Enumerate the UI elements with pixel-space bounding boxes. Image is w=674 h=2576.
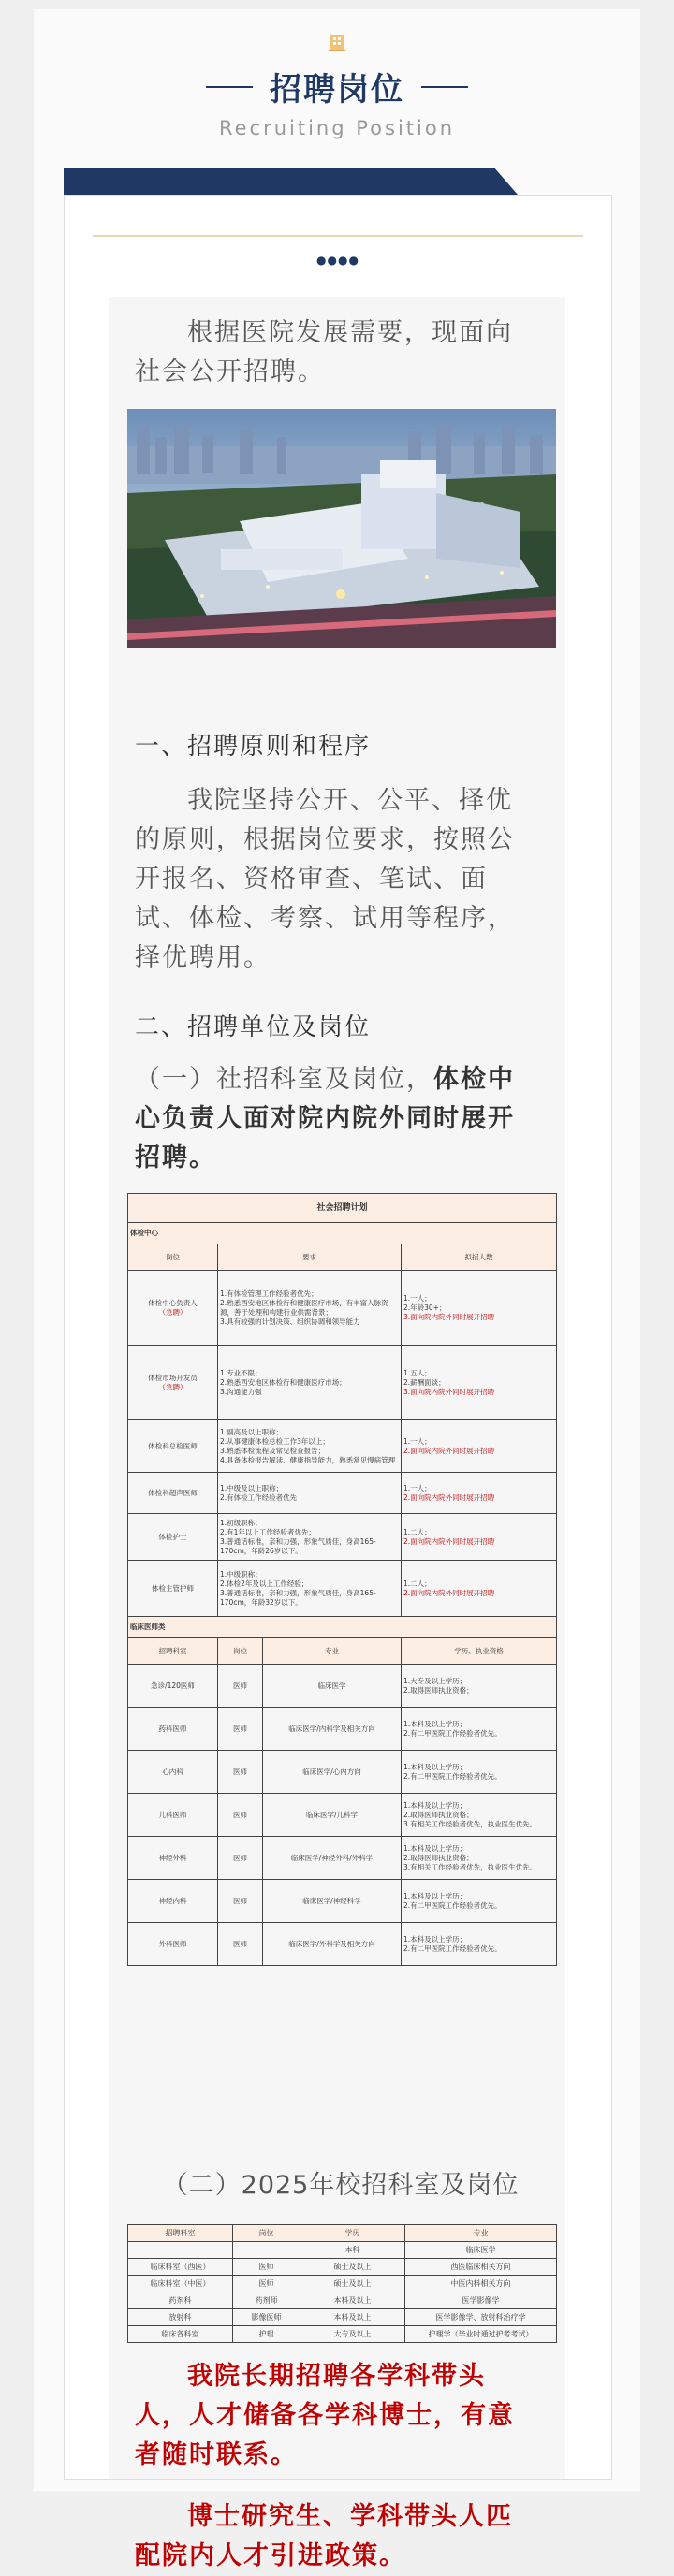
table-row [128, 2259, 557, 2276]
req-line: 1.副高及以上职称； [220, 1427, 284, 1436]
col-header: 招聘科室 [128, 1638, 218, 1665]
table-cell: 临床科室（西医） [128, 2259, 233, 2276]
dots-decoration: ●●●● [316, 254, 359, 267]
table-cell: 医师 [218, 1665, 263, 1708]
req-line: 3.沟通能力强 [220, 1387, 262, 1396]
req-line: 2.体检2年及以上工作经验； [220, 1579, 309, 1588]
table-cell: 本科及以上 [300, 2309, 405, 2326]
table-row [128, 1751, 557, 1794]
table-row [128, 2242, 557, 2259]
table-row [128, 1420, 557, 1473]
campus-recruitment-table [127, 2224, 556, 2343]
count-line: 1.一人； [403, 1483, 432, 1492]
table-cell: 医师 [218, 1923, 263, 1966]
req-line: 3.普通话标准，亲和力强，形象气质佳，身高165-170cm，年龄26岁以下。 [220, 1536, 376, 1555]
count-note: 2.面向院内院外同时展开招聘 [403, 1492, 495, 1502]
col-header: 岗位 [233, 2225, 300, 2242]
section1-heading: 一、招聘原则和程序 [135, 733, 372, 761]
table-cell: 中医内科相关方向 [405, 2276, 557, 2292]
title-line-left [206, 86, 253, 88]
urgent-tag: （急聘） [158, 1307, 187, 1317]
article-body [109, 297, 565, 2570]
table-cell: 1.本科及以上学历； 2.取得医师执业资格； 3.有相关工作经验者优先，执业医生优先。 [402, 1794, 557, 1837]
col-header: 学历、执业资格 [402, 1638, 557, 1665]
header [34, 9, 640, 139]
req-line: 2.熟悉西安地区体检行和健康医疗市场； [220, 1377, 346, 1387]
count-note: 2.面向院内院外同时展开招聘 [403, 1446, 495, 1455]
table-cell: 心内科 [128, 1751, 218, 1794]
table-cell: 医师 [218, 1794, 263, 1837]
post-name: 体检主管护师 [128, 1561, 218, 1617]
table-cell: 影像医师 [233, 2309, 300, 2326]
closing-paragraph-1: 我院长期招聘各学科带头人，人才储备各学科博士，有意者随时联系。 [135, 2362, 515, 2469]
col-header: 专业 [405, 2225, 557, 2242]
table-cell: 西医临床相关方向 [405, 2259, 557, 2276]
table-cell: 医师 [233, 2259, 300, 2276]
count-note: 2.面向院内院外同时展开招聘 [403, 1588, 495, 1597]
intro-paragraph: 根据医院发展需要，现面向社会公开招聘。 [135, 318, 513, 386]
page-subtitle: Recruiting Position [218, 117, 456, 139]
table-cell [128, 2242, 233, 2259]
col-header: 拟招人数 [402, 1244, 557, 1271]
req-line: 2.有1年以上工作经验者优先； [220, 1527, 315, 1536]
table-row [128, 1794, 557, 1837]
table-row [128, 1923, 557, 1966]
table-cell: 急诊/120医师 [128, 1665, 218, 1708]
table-cell: 1.本科及以上学历； 2.取得医师执业资格； 3.有相关工作经验者优先，执业医生优先。 [402, 1837, 557, 1880]
section2-sub1 [135, 1060, 535, 1178]
col-header: 岗位 [128, 1244, 218, 1271]
table-row [128, 1665, 557, 1708]
page-title: 招聘岗位 [270, 71, 404, 109]
col-header: 岗位 [218, 1638, 263, 1665]
req-line: 1.有体检管理工作经验者优先； [220, 1288, 318, 1298]
table-cell: 医师 [233, 2276, 300, 2292]
col-header: 要求 [218, 1244, 402, 1271]
table-cell: 临床医学/内科学及相关方向 [263, 1708, 402, 1751]
req-line: 1.中级职称； [220, 1569, 262, 1579]
table-cell: 临床医学/外科学及相关方向 [263, 1923, 402, 1966]
table-cell: 临床科室（中医） [128, 2276, 233, 2292]
table-cell: 药剂科 [128, 2292, 233, 2309]
table-cell: 放射科 [128, 2309, 233, 2326]
post-name: 体检市场开发员 [148, 1373, 198, 1382]
table-cell: 大专及以上 [300, 2326, 405, 2343]
table-row [128, 1708, 557, 1751]
table-cell: 医师 [218, 1751, 263, 1794]
table-row [128, 1473, 557, 1514]
table-cell: 神经内科 [128, 1880, 218, 1923]
table-cell: 硕士及以上 [300, 2276, 405, 2292]
table-cell: 医师 [218, 1880, 263, 1923]
table-cell [233, 2242, 300, 2259]
group-title: 临床医师类 [128, 1617, 557, 1638]
table-cell: 药科医师 [128, 1708, 218, 1751]
gold-divider [93, 235, 583, 237]
count-line: 1.五人； [403, 1368, 432, 1377]
group-title: 体检中心 [128, 1223, 557, 1244]
req-line: 3.具有较强的计划决策、组织协调和领导能力 [220, 1317, 360, 1326]
table-row [128, 2309, 557, 2326]
table-cell: 1.本科及以上学历； 2.有二甲医院工作经验者优先。 [402, 1751, 557, 1794]
table-row [128, 1880, 557, 1923]
table-cell: 儿科医师 [128, 1794, 218, 1837]
table-cell: 医学影像学 [405, 2292, 557, 2309]
content-card [64, 195, 612, 2570]
count-line: 2.年龄30+； [403, 1303, 447, 1312]
col-header: 招聘科室 [128, 2225, 233, 2242]
req-line: 1.专业不限； [220, 1368, 262, 1377]
sub1-bold: 体检中心负责人面对院内院外同时展开招聘。 [135, 1065, 515, 1172]
hospital-aerial-image [127, 409, 556, 648]
post-name: 体检中心负责人 [148, 1298, 198, 1307]
urgent-tag: （急聘） [158, 1382, 187, 1391]
count-note: 3.面向院内院外同时展开招聘 [403, 1312, 495, 1321]
table-row [128, 1837, 557, 1880]
req-line: 3.普通话标准，亲和力强，形象气质佳，身高165-170cm，年龄32岁以下。 [220, 1588, 376, 1607]
col-header: 学历 [300, 2225, 405, 2242]
table-cell: 本科 [300, 2242, 405, 2259]
section1-body: 我院坚持公开、公平、择优的原则，根据岗位要求，按照公开报名、资格审查、笔试、面试、体检、考察、试用等程序，择优聘用。 [135, 786, 515, 972]
req-line: 2.有体检工作经验者优先 [220, 1492, 298, 1502]
count-line: 1.二人； [403, 1527, 432, 1536]
table-cell: 本科及以上 [300, 2292, 405, 2309]
section2-heading: 二、招聘单位及岗位 [135, 1013, 372, 1041]
page [34, 9, 640, 2570]
count-note: 3.面向院内院外同时展开招聘 [403, 1387, 495, 1396]
table-cell: 1.本科及以上学历； 2.有二甲医院工作经验者优先。 [402, 1708, 557, 1751]
req-line: 2.熟悉西安地区体检行和健康医疗市场，有丰富人脉资源，善于处理和构建行业供需背景； [220, 1298, 388, 1317]
table-cell: 医学影像学、放射科治疗学 [405, 2309, 557, 2326]
table-cell: 1.大专及以上学历； 2.取得医师执业资格； [402, 1665, 557, 1708]
title-line-right [421, 86, 468, 88]
table-cell: 临床医学 [405, 2242, 557, 2259]
post-name: 体检科总检医师 [128, 1420, 218, 1473]
table-cell: 外科医师 [128, 1923, 218, 1966]
section2-sub2: （二）2025年校招科室及岗位 [162, 2171, 520, 2200]
table-cell: 1.本科及以上学历； 2.有二甲医院工作经验者优先。 [402, 1880, 557, 1923]
table-cell: 1.本科及以上学历； 2.有二甲医院工作经验者优先。 [402, 1923, 557, 1966]
closing-paragraph-2: 博士研究生、学科带头人匹配院内人才引进政策。 [135, 2502, 513, 2570]
table-cell: 医师 [218, 1837, 263, 1880]
social-recruitment-table [127, 1193, 556, 1966]
req-line: 2.从事健康体检总检工作3年以上； [220, 1436, 330, 1446]
count-line: 1.一人； [403, 1293, 432, 1303]
table-cell: 神经外科 [128, 1837, 218, 1880]
post-name: 体检科超声医师 [128, 1473, 218, 1514]
navy-banner [64, 168, 518, 195]
table-row [128, 2326, 557, 2343]
table-title: 社会招聘计划 [128, 1194, 557, 1223]
table-cell: 临床医学/神经外科/外科学 [263, 1837, 402, 1880]
table-cell: 临床医学/心内方向 [263, 1751, 402, 1794]
table-cell: 临床医学 [263, 1665, 402, 1708]
building-icon [327, 32, 347, 52]
post-name: 体检护士 [128, 1514, 218, 1561]
count-line: 1.二人； [403, 1579, 432, 1588]
table-cell: 硕士及以上 [300, 2259, 405, 2276]
req-line: 1.初级职称； [220, 1518, 262, 1527]
table-row [128, 1271, 557, 1346]
count-line: 1.一人； [403, 1436, 432, 1446]
count-note: 2.面向院内院外同时展开招聘 [403, 1536, 495, 1546]
table-cell: 临床医学/儿科学 [263, 1794, 402, 1837]
table-cell: 药剂师 [233, 2292, 300, 2309]
table-cell: 护理 [233, 2326, 300, 2343]
req-line: 1.中级及以上职称； [220, 1483, 284, 1492]
table-row [128, 1514, 557, 1561]
table-cell: 临床医学/神经科学 [263, 1880, 402, 1923]
table-cell: 医师 [218, 1708, 263, 1751]
count-line: 2.薪酬面谈； [403, 1377, 446, 1387]
sub1-prefix: （一）社招科室及岗位， [135, 1065, 433, 1094]
table-cell: 护理学（毕业时通过护考考试） [405, 2326, 557, 2343]
req-line: 3.熟悉体检流程及常见检查报告； [220, 1446, 326, 1455]
table-row [128, 2276, 557, 2292]
col-header: 专业 [263, 1638, 402, 1665]
table-row [128, 2292, 557, 2309]
req-line: 4.具备体检报告解读、健康指导能力，熟悉常见慢病管理 [220, 1455, 396, 1464]
table-cell: 临床各科室 [128, 2326, 233, 2343]
table-row [128, 1346, 557, 1420]
table-row [128, 1561, 557, 1617]
